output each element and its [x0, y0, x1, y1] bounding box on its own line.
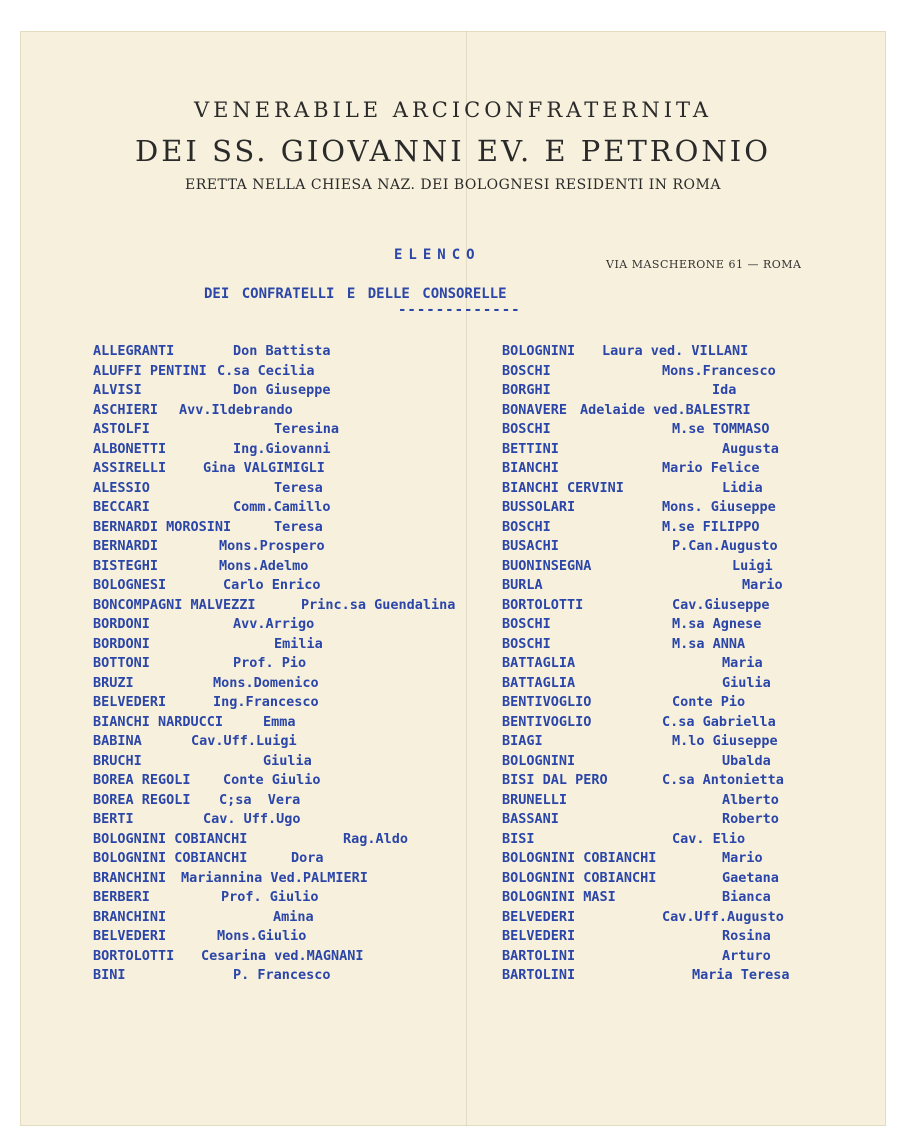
member-surname: ALVISI: [93, 382, 142, 398]
list-item: [502, 382, 822, 402]
list-item: [502, 733, 822, 753]
member-given-name: Don Battista: [233, 343, 331, 359]
member-given-name: Alberto: [722, 791, 779, 808]
list-item: [502, 831, 822, 851]
member-surname: BUSSOLARI: [502, 499, 576, 515]
list-item: [93, 343, 413, 363]
list-item: [93, 831, 413, 851]
member-given-name: M.lo Giuseppe: [672, 733, 778, 749]
list-item: [502, 772, 822, 792]
member-surname: BOLOGNINI COBIANCHI: [93, 830, 248, 847]
member-given-name: Emma: [263, 713, 296, 730]
member-given-name: Mons.Francesco: [662, 362, 776, 379]
member-given-name: Rosina: [722, 928, 771, 944]
list-item: [502, 753, 822, 773]
address: VIA MASCHERONE 61 — ROMA: [606, 258, 802, 271]
member-given-name: M.se FILIPPO: [662, 518, 760, 535]
member-given-name: Amina: [273, 908, 314, 925]
member-surname: BUSACHI: [502, 538, 559, 554]
list-item: [502, 889, 822, 909]
list-item: [93, 519, 413, 539]
member-given-name: Ing.Francesco: [213, 694, 319, 710]
member-surname: BENTIVOGLIO: [502, 713, 592, 730]
member-given-name: Cav.Uff.Luigi: [191, 733, 297, 749]
member-surname: BERTI: [93, 811, 134, 827]
member-surname: BORTOLOTTI: [502, 596, 584, 613]
member-given-name: Maria: [722, 655, 763, 671]
member-surname: BIANCHI NARDUCCI: [93, 713, 224, 730]
member-surname: BARTOLINI: [502, 967, 576, 983]
member-surname: BUONINSEGNA: [502, 557, 592, 574]
member-surname: BINI: [93, 967, 126, 983]
list-item: [93, 714, 413, 734]
member-surname: ALUFFI PENTINI: [93, 362, 207, 379]
member-given-name: Ing.Giovanni: [233, 440, 331, 457]
member-given-name: Mons.Giulio: [217, 928, 307, 944]
member-given-name: Carlo Enrico: [223, 577, 321, 593]
list-item: [93, 967, 413, 987]
list-item: [502, 675, 822, 695]
member-surname: BISTEGHI: [93, 557, 159, 574]
list-item: [93, 811, 413, 831]
member-given-name: Conte Giulio: [223, 772, 321, 788]
member-surname: BIANCHI CERVINI: [502, 479, 624, 496]
member-given-name: Lidia: [722, 479, 763, 496]
list-item: [502, 928, 822, 948]
list-item: [502, 909, 822, 929]
list-item: [502, 421, 822, 441]
member-surname: BELVEDERI: [502, 908, 576, 925]
member-given-name: Teresa: [274, 518, 323, 535]
member-given-name: Maria Teresa: [692, 967, 790, 983]
member-given-name: Gina VALGIMIGLI: [203, 460, 325, 476]
list-item: [93, 596, 456, 617]
member-surname: BOLOGNINI COBIANCHI: [502, 850, 657, 866]
member-given-name: Augusta: [722, 440, 779, 457]
list-item: [93, 616, 413, 636]
member-given-name: Gaetana: [722, 869, 779, 886]
subtitle-underline: -------------: [398, 302, 521, 318]
member-surname: BIANCHI: [502, 460, 559, 476]
header-line-3: ERETTA NELLA CHIESA NAZ. DEI BOLOGNESI RESIDENTI IN ROMA: [185, 177, 721, 193]
member-given-name: Teresa: [274, 479, 323, 496]
member-surname: BISI: [502, 830, 535, 847]
member-surname: BARTOLINI: [502, 947, 576, 964]
member-given-name: Prof. Giulio: [221, 889, 319, 905]
member-surname: BRUCHI: [93, 752, 142, 769]
member-surname: BRANCHINI: [93, 908, 167, 925]
left-name-column: [93, 343, 456, 987]
list-item: [93, 733, 413, 753]
list-item: [93, 402, 413, 422]
list-item: [502, 597, 822, 617]
list-item: [502, 655, 822, 675]
member-surname: BASSANI: [502, 811, 559, 827]
member-surname: BOTTONI: [93, 655, 150, 671]
list-item: [93, 636, 413, 656]
member-surname: BOLOGNINI: [502, 343, 576, 359]
member-given-name: Arturo: [722, 947, 771, 964]
list-item: [93, 460, 413, 480]
list-item: [93, 870, 413, 890]
member-surname: BELVEDERI: [502, 928, 576, 944]
member-given-name: Bianca: [722, 889, 771, 905]
paper-fold: [466, 31, 467, 1126]
member-given-name: Avv.Ildebrando: [179, 401, 293, 418]
member-given-name: Teresina: [274, 421, 340, 437]
list-item: [93, 558, 413, 578]
member-surname: BELVEDERI: [93, 928, 167, 944]
member-surname: BOLOGNINI COBIANCHI: [93, 850, 248, 866]
member-given-name: Emilia: [274, 635, 323, 652]
member-given-name: Laura ved. VILLANI: [602, 343, 749, 359]
list-item: [93, 480, 413, 500]
member-surname: ASTOLFI: [93, 421, 150, 437]
member-surname: BERNARDI: [93, 538, 159, 554]
member-given-name: P.Can.Augusto: [672, 538, 778, 554]
list-item: [502, 694, 822, 714]
list-item: [93, 382, 413, 402]
member-surname: BRANCHINI: [93, 869, 167, 886]
member-given-name: M.sa ANNA: [672, 635, 746, 652]
member-given-name: Giulia: [263, 752, 312, 769]
list-item: [93, 694, 413, 714]
list-item: [502, 616, 822, 636]
list-item: [93, 538, 413, 558]
member-given-name: Mario Felice: [662, 460, 760, 476]
list-item: [502, 792, 822, 812]
member-given-name: Ida: [712, 382, 737, 398]
member-surname: BOSCHI: [502, 616, 551, 632]
member-surname: BABINA: [93, 733, 142, 749]
member-surname: BETTINI: [502, 440, 559, 457]
list-item: [502, 967, 822, 987]
member-surname: BORTOLOTTI: [93, 947, 175, 964]
list-item: [93, 655, 413, 675]
list-item: [93, 421, 413, 441]
member-given-name: Ubalda: [722, 752, 771, 769]
member-surname: BENTIVOGLIO: [502, 694, 592, 710]
member-surname: BOLOGNESI: [93, 577, 167, 593]
list-item: [502, 811, 822, 831]
list-item: [502, 343, 822, 363]
member-surname: BRUNELLI: [502, 791, 568, 808]
member-surname: BONAVERE: [502, 401, 568, 418]
member-given-name: Adelaide ved.BALESTRI: [580, 401, 751, 418]
member-given-name: Don Giuseppe: [233, 382, 331, 398]
list-item: [93, 948, 413, 968]
list-item: [502, 363, 822, 383]
member-given-name: Mariannina Ved.PALMIERI: [181, 869, 368, 886]
list-item: [502, 636, 822, 656]
member-given-name: Comm.Camillo: [233, 499, 331, 515]
member-given-name: Mario: [742, 577, 783, 593]
member-surname: BOSCHI: [502, 421, 551, 437]
list-item: [93, 792, 413, 812]
list-item: [502, 850, 822, 870]
member-given-name: Roberto: [722, 811, 779, 827]
member-given-name: Cav.Uff.Augusto: [662, 908, 784, 925]
member-surname: BOREA REGOLI: [93, 772, 191, 788]
member-given-name: M.se TOMMASO: [672, 421, 770, 437]
list-item: [502, 714, 822, 734]
list-item: [502, 870, 822, 890]
member-given-name: Prof. Pio: [233, 655, 307, 671]
member-surname: BELVEDERI: [93, 694, 167, 710]
member-given-name: Mons.Prospero: [219, 538, 325, 554]
member-given-name: C;sa Vera: [219, 791, 301, 808]
member-surname: ALBONETTI: [93, 440, 167, 457]
member-surname: ASCHIERI: [93, 401, 159, 418]
member-given-name: Cav. Elio: [672, 830, 746, 847]
list-item: [93, 928, 413, 948]
member-surname: BOLOGNINI: [502, 752, 576, 769]
member-given-name: Mons.Adelmo: [219, 557, 309, 574]
member-surname: BONCOMPAGNI MALVEZZI: [93, 596, 256, 613]
member-surname: ALLEGRANTI: [93, 343, 175, 359]
member-surname: BOSCHI: [502, 362, 551, 379]
member-given-name: C.sa Antonietta: [662, 772, 784, 788]
list-item: [502, 538, 822, 558]
member-surname: BISI DAL PERO: [502, 772, 608, 788]
header-line-1: VENERABILE ARCICONFRATERNITA: [193, 98, 713, 122]
list-item: [502, 948, 822, 968]
member-surname: BATTAGLIA: [502, 655, 576, 671]
list-item: [93, 909, 413, 929]
member-surname: BOLOGNINI COBIANCHI: [502, 869, 657, 886]
list-item: [502, 499, 822, 519]
list-item: [93, 889, 413, 909]
member-given-name: C.sa Gabriella: [662, 713, 776, 730]
member-surname: BIAGI: [502, 733, 543, 749]
list-item: [502, 519, 822, 539]
member-surname: BATTAGLIA: [502, 674, 576, 691]
member-given-name: Luigi: [732, 557, 773, 574]
member-given-name: Avv.Arrigo: [233, 616, 315, 632]
list-item: [93, 850, 413, 870]
elenco-title: ELENCO: [394, 247, 481, 263]
list-item: [93, 753, 413, 773]
header-line-2: DEI SS. GIOVANNI EV. E PETRONIO: [134, 134, 772, 168]
member-given-name: P. Francesco: [233, 967, 331, 983]
member-given-name: Rag.Aldo: [343, 830, 409, 847]
right-name-column: [502, 343, 822, 987]
list-item: [93, 441, 413, 461]
list-item: [502, 441, 822, 461]
member-surname: BECCARI: [93, 499, 150, 515]
list-item: [502, 402, 822, 422]
list-item: [502, 480, 822, 500]
member-surname: BURLA: [502, 577, 543, 593]
member-given-name: Giulia: [722, 674, 771, 691]
member-given-name: Cav.Giuseppe: [672, 596, 770, 613]
member-given-name: Mario: [722, 850, 763, 866]
list-item: [93, 363, 413, 383]
member-given-name: C.sa Cecilia: [217, 362, 315, 379]
list-item: [502, 460, 822, 480]
member-surname: BOREA REGOLI: [93, 791, 191, 808]
list-item: [93, 499, 413, 519]
member-surname: BRUZI: [93, 674, 134, 691]
list-item: [93, 577, 413, 597]
member-surname: BOSCHI: [502, 635, 551, 652]
list-item: [93, 675, 413, 695]
member-surname: ALESSIO: [93, 479, 150, 496]
list-item: [502, 558, 822, 578]
member-surname: BERBERI: [93, 889, 150, 905]
member-given-name: Princ.sa Guendalina: [301, 596, 456, 613]
member-surname: BORDONI: [93, 616, 150, 632]
list-subtitle: DEI CONFRATELLI E DELLE CONSORELLE: [204, 286, 507, 302]
member-given-name: Cesarina ved.MAGNANI: [201, 947, 364, 964]
member-given-name: Dora: [291, 850, 324, 866]
list-item: [502, 577, 822, 597]
member-given-name: Cav. Uff.Ugo: [203, 811, 301, 827]
list-item: [93, 772, 413, 792]
member-given-name: Mons.Domenico: [213, 674, 319, 691]
member-given-name: Mons. Giuseppe: [662, 499, 776, 515]
member-surname: ASSIRELLI: [93, 460, 167, 476]
member-given-name: M.sa Agnese: [672, 616, 762, 632]
member-surname: BOSCHI: [502, 518, 551, 535]
member-surname: BERNARDI MOROSINI: [93, 518, 232, 535]
member-surname: BORGHI: [502, 382, 551, 398]
member-surname: BOLOGNINI MASI: [502, 889, 616, 905]
member-given-name: Conte Pio: [672, 694, 746, 710]
member-surname: BORDONI: [93, 635, 150, 652]
